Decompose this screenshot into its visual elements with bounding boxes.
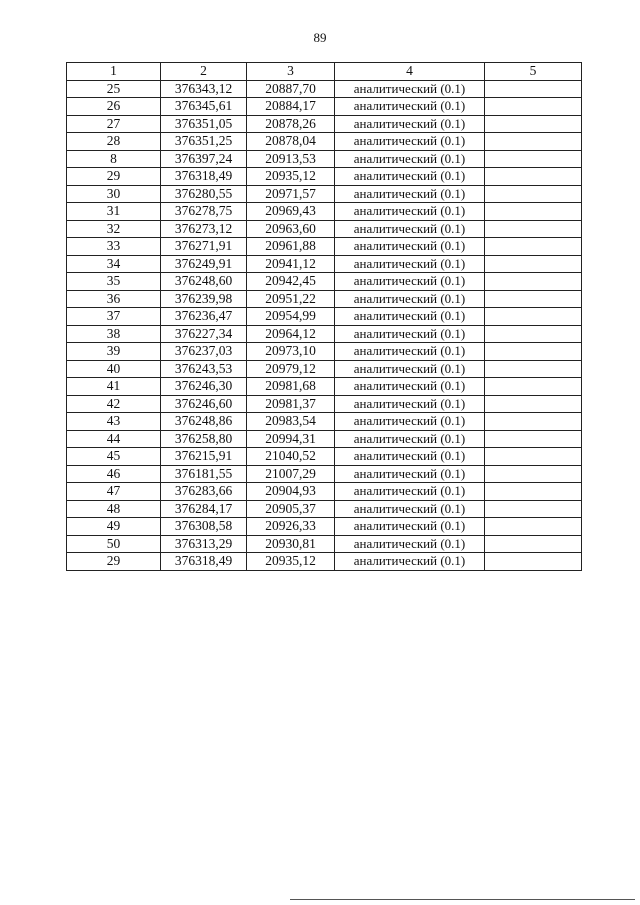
notes-cell bbox=[485, 220, 582, 238]
point-number-cell: 46 bbox=[67, 465, 161, 483]
notes-cell bbox=[485, 325, 582, 343]
y-coordinate-cell: 21007,29 bbox=[247, 465, 335, 483]
point-number-cell: 39 bbox=[67, 343, 161, 361]
method-cell: аналитический (0.1) bbox=[335, 80, 485, 98]
x-coordinate-cell: 376283,66 bbox=[161, 483, 247, 501]
method-cell: аналитический (0.1) bbox=[335, 98, 485, 116]
table-header-row bbox=[67, 63, 582, 81]
table-row bbox=[67, 115, 582, 133]
method-cell: аналитический (0.1) bbox=[335, 413, 485, 431]
notes-cell bbox=[485, 343, 582, 361]
method-cell: аналитический (0.1) bbox=[335, 448, 485, 466]
x-coordinate-cell: 376351,05 bbox=[161, 115, 247, 133]
table-row bbox=[67, 343, 582, 361]
table-body bbox=[67, 80, 582, 570]
scan-edge-line bbox=[290, 899, 635, 900]
y-coordinate-cell: 20887,70 bbox=[247, 80, 335, 98]
table-row bbox=[67, 238, 582, 256]
method-cell: аналитический (0.1) bbox=[335, 255, 485, 273]
y-coordinate-cell: 20878,26 bbox=[247, 115, 335, 133]
x-coordinate-cell: 376239,98 bbox=[161, 290, 247, 308]
x-coordinate-cell: 376273,12 bbox=[161, 220, 247, 238]
y-coordinate-cell: 20981,68 bbox=[247, 378, 335, 396]
notes-cell bbox=[485, 378, 582, 396]
method-cell: аналитический (0.1) bbox=[335, 360, 485, 378]
point-number-cell: 33 bbox=[67, 238, 161, 256]
method-cell: аналитический (0.1) bbox=[335, 343, 485, 361]
x-coordinate-cell: 376278,75 bbox=[161, 203, 247, 221]
y-coordinate-cell: 20979,12 bbox=[247, 360, 335, 378]
table-row bbox=[67, 168, 582, 186]
coordinates-table bbox=[66, 62, 582, 571]
notes-cell bbox=[485, 168, 582, 186]
method-cell: аналитический (0.1) bbox=[335, 325, 485, 343]
y-coordinate-cell: 20941,12 bbox=[247, 255, 335, 273]
method-cell: аналитический (0.1) bbox=[335, 465, 485, 483]
method-cell: аналитический (0.1) bbox=[335, 185, 485, 203]
x-coordinate-cell: 376248,86 bbox=[161, 413, 247, 431]
point-number-cell: 42 bbox=[67, 395, 161, 413]
point-number-cell: 25 bbox=[67, 80, 161, 98]
table-header bbox=[67, 63, 582, 81]
method-cell: аналитический (0.1) bbox=[335, 430, 485, 448]
notes-cell bbox=[485, 98, 582, 116]
y-coordinate-cell: 20963,60 bbox=[247, 220, 335, 238]
y-coordinate-cell: 20878,04 bbox=[247, 133, 335, 151]
table-row bbox=[67, 255, 582, 273]
y-coordinate-cell: 20969,43 bbox=[247, 203, 335, 221]
method-cell: аналитический (0.1) bbox=[335, 168, 485, 186]
notes-cell bbox=[485, 290, 582, 308]
method-cell: аналитический (0.1) bbox=[335, 308, 485, 326]
table-row bbox=[67, 448, 582, 466]
x-coordinate-cell: 376243,53 bbox=[161, 360, 247, 378]
method-cell: аналитический (0.1) bbox=[335, 483, 485, 501]
notes-cell bbox=[485, 115, 582, 133]
table-row bbox=[67, 553, 582, 571]
column-header-3: 3 bbox=[247, 63, 335, 81]
table-row bbox=[67, 500, 582, 518]
notes-cell bbox=[485, 500, 582, 518]
point-number-cell: 50 bbox=[67, 535, 161, 553]
point-number-cell: 44 bbox=[67, 430, 161, 448]
y-coordinate-cell: 20904,93 bbox=[247, 483, 335, 501]
table-row bbox=[67, 290, 582, 308]
point-number-cell: 34 bbox=[67, 255, 161, 273]
method-cell: аналитический (0.1) bbox=[335, 150, 485, 168]
table-row bbox=[67, 395, 582, 413]
method-cell: аналитический (0.1) bbox=[335, 553, 485, 571]
notes-cell bbox=[485, 273, 582, 291]
point-number-cell: 8 bbox=[67, 150, 161, 168]
notes-cell bbox=[485, 150, 582, 168]
point-number-cell: 41 bbox=[67, 378, 161, 396]
table-row bbox=[67, 308, 582, 326]
notes-cell bbox=[485, 413, 582, 431]
method-cell: аналитический (0.1) bbox=[335, 290, 485, 308]
notes-cell bbox=[485, 80, 582, 98]
notes-cell bbox=[485, 360, 582, 378]
y-coordinate-cell: 20935,12 bbox=[247, 168, 335, 186]
y-coordinate-cell: 21040,52 bbox=[247, 448, 335, 466]
point-number-cell: 36 bbox=[67, 290, 161, 308]
notes-cell bbox=[485, 133, 582, 151]
column-header-2: 2 bbox=[161, 63, 247, 81]
method-cell: аналитический (0.1) bbox=[335, 535, 485, 553]
point-number-cell: 49 bbox=[67, 518, 161, 536]
table-row bbox=[67, 220, 582, 238]
notes-cell bbox=[485, 553, 582, 571]
point-number-cell: 28 bbox=[67, 133, 161, 151]
x-coordinate-cell: 376280,55 bbox=[161, 185, 247, 203]
table-row bbox=[67, 150, 582, 168]
x-coordinate-cell: 376284,17 bbox=[161, 500, 247, 518]
x-coordinate-cell: 376248,60 bbox=[161, 273, 247, 291]
y-coordinate-cell: 20981,37 bbox=[247, 395, 335, 413]
method-cell: аналитический (0.1) bbox=[335, 378, 485, 396]
method-cell: аналитический (0.1) bbox=[335, 203, 485, 221]
table-row bbox=[67, 203, 582, 221]
y-coordinate-cell: 20935,12 bbox=[247, 553, 335, 571]
x-coordinate-cell: 376397,24 bbox=[161, 150, 247, 168]
x-coordinate-cell: 376236,47 bbox=[161, 308, 247, 326]
x-coordinate-cell: 376215,91 bbox=[161, 448, 247, 466]
table-row bbox=[67, 413, 582, 431]
method-cell: аналитический (0.1) bbox=[335, 133, 485, 151]
point-number-cell: 26 bbox=[67, 98, 161, 116]
x-coordinate-cell: 376351,25 bbox=[161, 133, 247, 151]
y-coordinate-cell: 20951,22 bbox=[247, 290, 335, 308]
y-coordinate-cell: 20884,17 bbox=[247, 98, 335, 116]
y-coordinate-cell: 20926,33 bbox=[247, 518, 335, 536]
point-number-cell: 29 bbox=[67, 168, 161, 186]
point-number-cell: 37 bbox=[67, 308, 161, 326]
point-number-cell: 31 bbox=[67, 203, 161, 221]
point-number-cell: 48 bbox=[67, 500, 161, 518]
table-row bbox=[67, 185, 582, 203]
y-coordinate-cell: 20971,57 bbox=[247, 185, 335, 203]
notes-cell bbox=[485, 238, 582, 256]
x-coordinate-cell: 376345,61 bbox=[161, 98, 247, 116]
y-coordinate-cell: 20954,99 bbox=[247, 308, 335, 326]
notes-cell bbox=[485, 448, 582, 466]
notes-cell bbox=[485, 535, 582, 553]
notes-cell bbox=[485, 518, 582, 536]
point-number-cell: 35 bbox=[67, 273, 161, 291]
point-number-cell: 45 bbox=[67, 448, 161, 466]
table-row bbox=[67, 360, 582, 378]
method-cell: аналитический (0.1) bbox=[335, 238, 485, 256]
x-coordinate-cell: 376308,58 bbox=[161, 518, 247, 536]
y-coordinate-cell: 20905,37 bbox=[247, 500, 335, 518]
x-coordinate-cell: 376237,03 bbox=[161, 343, 247, 361]
y-coordinate-cell: 20961,88 bbox=[247, 238, 335, 256]
x-coordinate-cell: 376249,91 bbox=[161, 255, 247, 273]
column-header-4: 4 bbox=[335, 63, 485, 81]
table-row bbox=[67, 98, 582, 116]
notes-cell bbox=[485, 308, 582, 326]
page-number: 89 bbox=[313, 30, 327, 45]
column-header-1: 1 bbox=[67, 63, 161, 81]
point-number-cell: 38 bbox=[67, 325, 161, 343]
notes-cell bbox=[485, 395, 582, 413]
table-row bbox=[67, 80, 582, 98]
table-row bbox=[67, 535, 582, 553]
notes-cell bbox=[485, 430, 582, 448]
y-coordinate-cell: 20964,12 bbox=[247, 325, 335, 343]
x-coordinate-cell: 376246,30 bbox=[161, 378, 247, 396]
table-row bbox=[67, 430, 582, 448]
x-coordinate-cell: 376271,91 bbox=[161, 238, 247, 256]
point-number-cell: 40 bbox=[67, 360, 161, 378]
method-cell: аналитический (0.1) bbox=[335, 500, 485, 518]
table-row bbox=[67, 378, 582, 396]
point-number-cell: 43 bbox=[67, 413, 161, 431]
y-coordinate-cell: 20913,53 bbox=[247, 150, 335, 168]
y-coordinate-cell: 20994,31 bbox=[247, 430, 335, 448]
x-coordinate-cell: 376313,29 bbox=[161, 535, 247, 553]
table-row bbox=[67, 133, 582, 151]
table-row bbox=[67, 465, 582, 483]
y-coordinate-cell: 20983,54 bbox=[247, 413, 335, 431]
y-coordinate-cell: 20973,10 bbox=[247, 343, 335, 361]
notes-cell bbox=[485, 185, 582, 203]
table-row bbox=[67, 325, 582, 343]
x-coordinate-cell: 376343,12 bbox=[161, 80, 247, 98]
x-coordinate-cell: 376246,60 bbox=[161, 395, 247, 413]
y-coordinate-cell: 20942,45 bbox=[247, 273, 335, 291]
table-row bbox=[67, 273, 582, 291]
notes-cell bbox=[485, 255, 582, 273]
table-row bbox=[67, 518, 582, 536]
point-number-cell: 47 bbox=[67, 483, 161, 501]
x-coordinate-cell: 376181,55 bbox=[161, 465, 247, 483]
notes-cell bbox=[485, 483, 582, 501]
x-coordinate-cell: 376318,49 bbox=[161, 553, 247, 571]
notes-cell bbox=[485, 465, 582, 483]
x-coordinate-cell: 376318,49 bbox=[161, 168, 247, 186]
x-coordinate-cell: 376258,80 bbox=[161, 430, 247, 448]
method-cell: аналитический (0.1) bbox=[335, 518, 485, 536]
method-cell: аналитический (0.1) bbox=[335, 273, 485, 291]
method-cell: аналитический (0.1) bbox=[335, 220, 485, 238]
method-cell: аналитический (0.1) bbox=[335, 395, 485, 413]
point-number-cell: 29 bbox=[67, 553, 161, 571]
x-coordinate-cell: 376227,34 bbox=[161, 325, 247, 343]
point-number-cell: 30 bbox=[67, 185, 161, 203]
notes-cell bbox=[485, 203, 582, 221]
method-cell: аналитический (0.1) bbox=[335, 115, 485, 133]
point-number-cell: 32 bbox=[67, 220, 161, 238]
column-header-5: 5 bbox=[485, 63, 582, 81]
table-row bbox=[67, 483, 582, 501]
y-coordinate-cell: 20930,81 bbox=[247, 535, 335, 553]
point-number-cell: 27 bbox=[67, 115, 161, 133]
